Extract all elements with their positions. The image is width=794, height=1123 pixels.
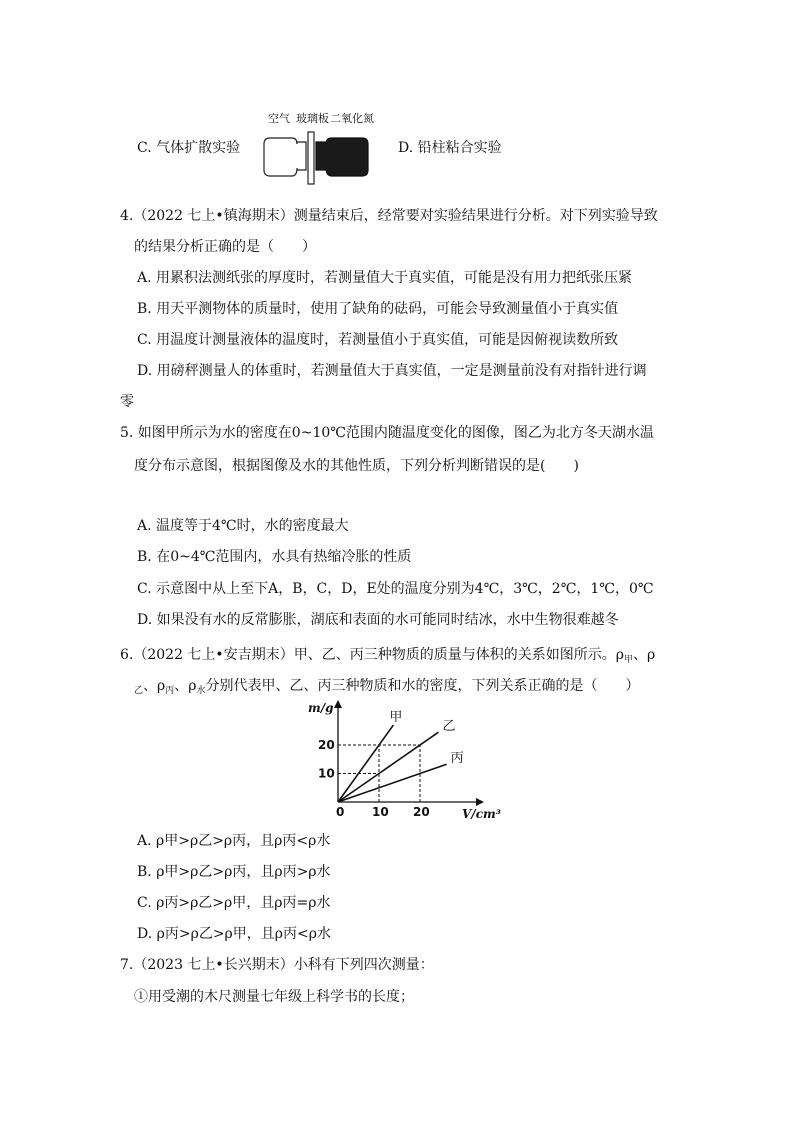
q6-option-c: C. ρ丙>ρ乙>ρ甲，且ρ丙=ρ水: [137, 895, 331, 911]
q4-option-d-line1: D. 用磅秤测量人的体重时，若测量值大于真实值，一定是测量前没有对指针进行调: [137, 363, 647, 379]
q5-stem-line1: 5. 如图甲所示为水的密度在0~10℃范围内随温度变化的图像，图乙为北方冬天湖水温: [120, 425, 654, 441]
q6-stem-text: 、ρ: [143, 678, 166, 694]
y-axis-arrow: [334, 700, 342, 708]
q4-option-c: C. 用温度计测量液体的温度时，若测量值小于真实值，可能是因俯视读数所致: [137, 332, 619, 348]
q3-diffusion-figure: [262, 110, 376, 190]
series-line: [338, 725, 393, 802]
q5-option-a: A. 温度等于4℃时，水的密度最大: [137, 518, 349, 534]
q7-stem: 7.（2023 七上•长兴期末）小科有下列四次测量：: [120, 957, 434, 973]
q5-option-b: B. 在0~4℃范围内，水具有热缩冷胀的性质: [137, 549, 412, 565]
y-tick-label: 20: [318, 738, 335, 752]
mass-volume-chart: [300, 698, 510, 824]
series-line: [338, 732, 438, 802]
q4-option-b: B. 用天平测物体的质量时，使用了缺角的砝码，可能会导致测量值小于真实值: [137, 301, 619, 317]
q6-stem-line1: [120, 645, 655, 670]
q5-option-c: C. 示意图中从上至下A，B，C，D，E处的温度分别为4℃，3℃，2℃，1℃，0℃: [137, 581, 654, 597]
q6-stem-text: 、ρ: [632, 647, 656, 663]
air-bottle: [264, 138, 306, 176]
q6-option-b: B. ρ甲>ρ乙>ρ丙，且ρ丙>ρ水: [137, 864, 331, 880]
q6-stem-text: 分别代表甲、乙、丙三种物质和水的密度，下列关系正确的是（ ）: [205, 678, 640, 694]
series-label: 丙: [450, 751, 464, 767]
x-tick-label: 20: [413, 805, 430, 819]
q4-option-d-line2: 零: [120, 394, 134, 410]
rho-subscript: 水: [196, 686, 206, 696]
q3-option-c: C. 气体扩散实验: [137, 140, 241, 156]
rho-subscript: 乙: [134, 686, 144, 696]
label-glass: 玻璃板: [296, 112, 329, 125]
series-label: 乙: [442, 719, 456, 735]
q4-stem-line2: 的结果分析正确的是（ ）: [134, 239, 316, 255]
q6-option-a: A. ρ甲>ρ乙>ρ丙，且ρ丙<ρ水: [137, 833, 331, 849]
y-tick-label: 10: [318, 766, 335, 781]
label-air: 空气: [268, 112, 290, 125]
label-no2: 二氧化氮: [330, 112, 374, 125]
mass-volume-chart-svg: [300, 698, 510, 824]
q5-stem-line2: 度分布示意图，根据图像及水的其他性质，下列分析判断错误的是( ): [134, 458, 579, 474]
y-axis-label: m/g: [308, 701, 334, 715]
q6-option-d: D. ρ丙>ρ乙>ρ甲，且ρ丙<ρ水: [137, 926, 331, 942]
no2-bottle: [316, 138, 368, 176]
q4-option-a: A. 用累积法测纸张的厚度时，若测量值大于真实值，可能是没有用力把纸张压紧: [137, 270, 633, 286]
q7-item-1: ①用受潮的木尺测量七年级上科学书的长度；: [134, 989, 414, 1005]
q4-stem-line1: 4.（2022 七上•镇海期末）测量结束后，经常要对实验结果进行分析。对下列实验导致: [120, 208, 658, 224]
x-axis-label: V/cm³: [462, 807, 501, 821]
q3-option-d: D. 铅柱粘合实验: [398, 140, 502, 156]
x-tick-label: 10: [372, 805, 389, 819]
x-axis-arrow: [476, 798, 484, 806]
glass-plate: [308, 132, 314, 184]
rho-subscript: 丙: [165, 686, 175, 696]
q6-stem-text: 6.（2022 七上•安吉期末）甲、乙、丙三种物质的质量与体积的关系如图所示。ρ: [120, 647, 624, 663]
q5-option-d: D. 如果没有水的反常膨胀，湖底和表面的水可能同时结冰，水中生物很难越冬: [137, 612, 619, 628]
rho-subscript: 甲: [623, 655, 633, 665]
x-tick-label: 0: [336, 805, 345, 819]
q6-stem-text: 、ρ: [174, 678, 197, 694]
series-label: 甲: [389, 710, 403, 726]
series-line: [338, 764, 447, 802]
